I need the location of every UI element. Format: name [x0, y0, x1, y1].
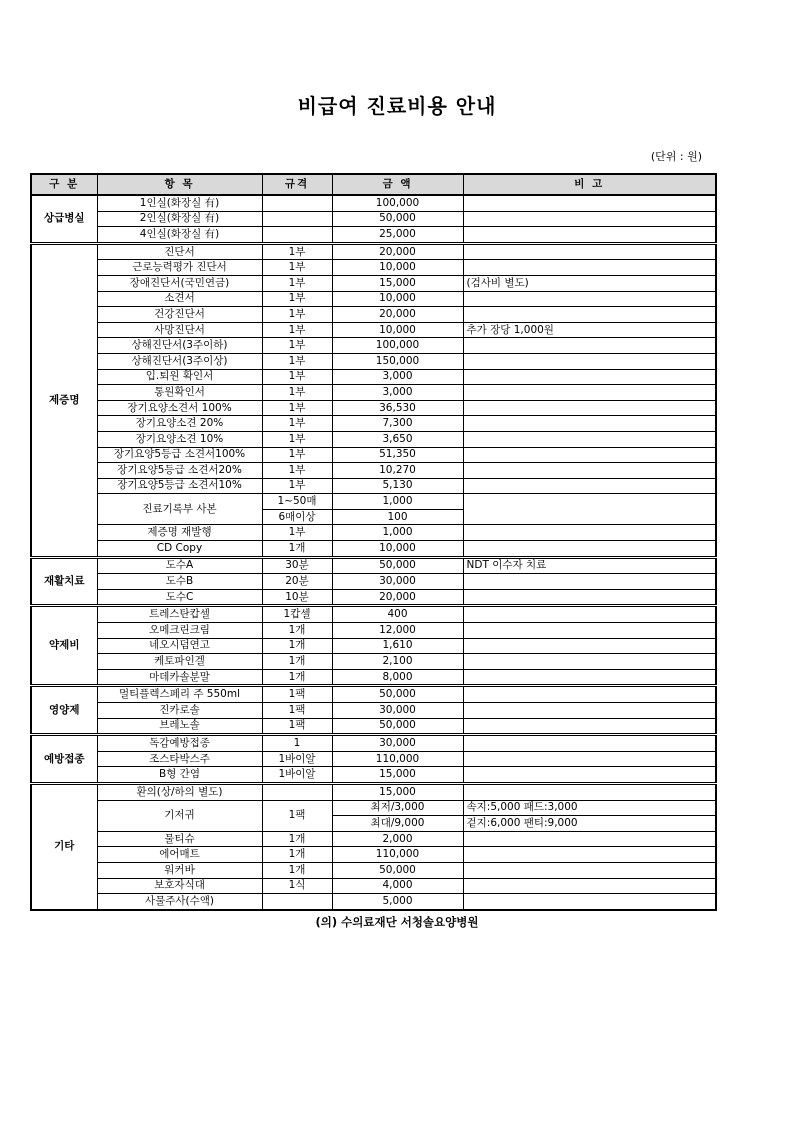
- table-row: [31, 669, 716, 686]
- category-cell: 예방접종: [31, 735, 97, 784]
- row-note: [463, 751, 716, 767]
- row-item: 진카로솔: [97, 703, 262, 719]
- table-row: [31, 783, 716, 800]
- row-spec: 1개: [262, 638, 332, 654]
- row-amount: 3,650: [332, 431, 463, 447]
- row-spec: 1개: [262, 654, 332, 670]
- category-cell: 기타: [31, 783, 97, 909]
- row-amount: 20,000: [332, 589, 463, 606]
- row-note: [463, 654, 716, 670]
- row-amount: 100,000: [332, 195, 463, 211]
- row-note: [463, 353, 716, 369]
- row-amount: 2,000: [332, 831, 463, 847]
- row-item: 진단서: [97, 243, 262, 260]
- row-spec: 1부: [262, 385, 332, 401]
- row-amount: 30,000: [332, 735, 463, 752]
- group-2: [31, 557, 716, 606]
- row-note: NDT 이수자 치료: [463, 557, 716, 574]
- row-spec: 1부: [262, 478, 332, 494]
- row-item: 장기요양5등급 소견서10%: [97, 478, 262, 494]
- row-item: 오메크린크림: [97, 623, 262, 639]
- row-note: [463, 862, 716, 878]
- row-item: 마데카솔분말: [97, 669, 262, 686]
- row-amount: 10,000: [332, 291, 463, 307]
- row-spec: 1부: [262, 447, 332, 463]
- row-amount: 20,000: [332, 307, 463, 323]
- row-spec: [262, 783, 332, 800]
- row-item: 조스타박스주: [97, 751, 262, 767]
- row-amount: 36,530: [332, 400, 463, 416]
- category-cell: 약제비: [31, 606, 97, 686]
- row-item: 상해진단서(3주이상): [97, 353, 262, 369]
- row-spec: 1바이알: [262, 751, 332, 767]
- table-row: [31, 541, 716, 558]
- row-note: [463, 574, 716, 590]
- row-note: (검사비 별도): [463, 275, 716, 291]
- group-4: [31, 686, 716, 735]
- category-cell: 영양제: [31, 686, 97, 735]
- table-row: [31, 735, 716, 752]
- row-item: 소견서: [97, 291, 262, 307]
- table-row: [31, 227, 716, 244]
- row-amount: 110,000: [332, 847, 463, 863]
- row-item: 근로능력평가 진단서: [97, 260, 262, 276]
- row-item: 브레노솔: [97, 718, 262, 735]
- table-row: [31, 494, 716, 510]
- row-spec: 1부: [262, 463, 332, 479]
- row-spec: 1부: [262, 338, 332, 354]
- group-6: [31, 783, 716, 909]
- row-item: 멀티플렉스페리 주 550ml: [97, 686, 262, 703]
- row-spec: 20분: [262, 574, 332, 590]
- row-note: 추가 장당 1,000원: [463, 322, 716, 338]
- row-amount: 50,000: [332, 718, 463, 735]
- row-item: 1인실(화장실 有): [97, 195, 262, 211]
- row-spec: 1바이알: [262, 767, 332, 784]
- table-row: [31, 322, 716, 338]
- row-note: [463, 385, 716, 401]
- table-row: [31, 800, 716, 816]
- row-amount: 3,000: [332, 385, 463, 401]
- table-row: [31, 416, 716, 432]
- row-spec: 1부: [262, 275, 332, 291]
- row-item: 장기요양5등급 소견서100%: [97, 447, 262, 463]
- diaper-note-1: 속지:5,000 패드:3,000: [463, 800, 716, 816]
- row-amount: 50,000: [332, 862, 463, 878]
- row-spec: 1부: [262, 260, 332, 276]
- table-row: [31, 703, 716, 719]
- row-note: [463, 735, 716, 752]
- row-spec: 1식: [262, 878, 332, 894]
- row-note: [463, 847, 716, 863]
- copy-amount-2: 100: [332, 509, 463, 525]
- row-spec: 1부: [262, 243, 332, 260]
- row-item: 입.퇴원 확인서: [97, 369, 262, 385]
- row-note: [463, 878, 716, 894]
- row-amount: 10,000: [332, 541, 463, 558]
- row-note: [463, 195, 716, 211]
- row-item: 도수C: [97, 589, 262, 606]
- row-item: 통원확인서: [97, 385, 262, 401]
- row-amount: 1,610: [332, 638, 463, 654]
- row-spec: 30분: [262, 557, 332, 574]
- row-note: [463, 783, 716, 800]
- table-row: [31, 385, 716, 401]
- table-row: [31, 353, 716, 369]
- row-note: [463, 703, 716, 719]
- row-amount: 12,000: [332, 623, 463, 639]
- row-item: 도수A: [97, 557, 262, 574]
- row-amount: 15,000: [332, 767, 463, 784]
- table-row: [31, 211, 716, 227]
- row-amount: 50,000: [332, 211, 463, 227]
- row-note: [463, 478, 716, 494]
- row-amount: 4,000: [332, 878, 463, 894]
- row-item: 사물주사(수액): [97, 894, 262, 910]
- table-row: [31, 557, 716, 574]
- category-cell: 재활치료: [31, 557, 97, 606]
- row-note: [463, 767, 716, 784]
- table-row: [31, 878, 716, 894]
- row-spec: 1: [262, 735, 332, 752]
- row-note: [463, 463, 716, 479]
- row-amount: 50,000: [332, 557, 463, 574]
- table-row: [31, 638, 716, 654]
- row-spec: 1부: [262, 369, 332, 385]
- copy-amount-1: 1,000: [332, 494, 463, 510]
- row-spec: 1팩: [262, 703, 332, 719]
- row-spec: 1개: [262, 541, 332, 558]
- diaper-amount-max: 최대/9,000: [332, 816, 463, 832]
- table-row: [31, 195, 716, 211]
- row-spec: 1부: [262, 400, 332, 416]
- row-spec: 1부: [262, 307, 332, 323]
- row-note: [463, 260, 716, 276]
- row-note: [463, 638, 716, 654]
- table-row: [31, 478, 716, 494]
- category-cell: 상급병실: [31, 195, 97, 243]
- row-item: 워커바: [97, 862, 262, 878]
- row-note: [463, 541, 716, 558]
- header-item: 항 목: [97, 174, 262, 195]
- table-row: [31, 654, 716, 670]
- row-item: CD Copy: [97, 541, 262, 558]
- row-note: [463, 291, 716, 307]
- diaper-amount-min: 최저/3,000: [332, 800, 463, 816]
- copy-spec-2: 6매이상: [262, 509, 332, 525]
- row-item: 상해진단서(3주이하): [97, 338, 262, 354]
- row-note: [463, 338, 716, 354]
- header-category: 구 분: [31, 174, 97, 195]
- row-spec: 1개: [262, 669, 332, 686]
- row-item: 에어매트: [97, 847, 262, 863]
- row-spec: 1개: [262, 623, 332, 639]
- row-amount: 110,000: [332, 751, 463, 767]
- row-spec: 1부: [262, 291, 332, 307]
- table-row: [31, 606, 716, 623]
- row-item: 트레스탄캅셀: [97, 606, 262, 623]
- row-note: [463, 525, 716, 541]
- row-spec: 1캅셀: [262, 606, 332, 623]
- table-row: [31, 525, 716, 541]
- row-note: [463, 211, 716, 227]
- row-item: 사망진단서: [97, 322, 262, 338]
- row-note: [463, 227, 716, 244]
- row-item: 케토파인겔: [97, 654, 262, 670]
- row-item: 장기요양소견 10%: [97, 431, 262, 447]
- table-row: [31, 307, 716, 323]
- group-1: [31, 243, 716, 557]
- row-item: 환의(상/하의 별도): [97, 783, 262, 800]
- header-spec: 규격: [262, 174, 332, 195]
- header-note: 비 고: [463, 174, 716, 195]
- table-row: [31, 847, 716, 863]
- header-amount: 금 액: [332, 174, 463, 195]
- copy-item: 진료기록부 사본: [97, 494, 262, 525]
- row-note: [463, 894, 716, 910]
- row-amount: 400: [332, 606, 463, 623]
- table-row: [31, 831, 716, 847]
- row-amount: 30,000: [332, 574, 463, 590]
- table-row: [31, 400, 716, 416]
- row-spec: [262, 894, 332, 910]
- row-amount: 15,000: [332, 783, 463, 800]
- diaper-note-2: 겉지:6,000 팬티:9,000: [463, 816, 716, 832]
- row-spec: 1부: [262, 431, 332, 447]
- row-amount: 51,350: [332, 447, 463, 463]
- table-row: [31, 243, 716, 260]
- row-spec: 1팩: [262, 718, 332, 735]
- row-note: [463, 243, 716, 260]
- row-spec: 10분: [262, 589, 332, 606]
- row-spec: 1부: [262, 353, 332, 369]
- row-note: [463, 431, 716, 447]
- row-item: 장기요양소견서 100%: [97, 400, 262, 416]
- group-0: [31, 195, 716, 243]
- page-title: 비급여 진료비용 안내: [297, 94, 497, 118]
- row-amount: 8,000: [332, 669, 463, 686]
- table-header: [31, 174, 716, 195]
- row-amount: 7,300: [332, 416, 463, 432]
- row-note: [463, 686, 716, 703]
- row-spec: 1부: [262, 525, 332, 541]
- table-row: [31, 894, 716, 910]
- row-note: [463, 718, 716, 735]
- row-item: 보호자식대: [97, 878, 262, 894]
- row-amount: 100,000: [332, 338, 463, 354]
- row-note: [463, 606, 716, 623]
- row-spec: 1부: [262, 322, 332, 338]
- row-item: 장애진단서(국민연금): [97, 275, 262, 291]
- copy-note: [463, 494, 716, 525]
- table-row: [31, 338, 716, 354]
- group-5: [31, 735, 716, 784]
- row-note: [463, 447, 716, 463]
- row-amount: 3,000: [332, 369, 463, 385]
- row-note: [463, 369, 716, 385]
- row-spec: 1팩: [262, 686, 332, 703]
- table-row: [31, 463, 716, 479]
- row-note: [463, 831, 716, 847]
- row-amount: 5,130: [332, 478, 463, 494]
- row-item: 독감예방접종: [97, 735, 262, 752]
- category-cell: 제증명: [31, 243, 97, 557]
- table-row: [31, 275, 716, 291]
- hospital-name: (의) 수의료재단 서청솔요양병원: [315, 915, 479, 929]
- row-spec: 1부: [262, 416, 332, 432]
- diaper-item: 기저귀: [97, 800, 262, 831]
- table-row: [31, 862, 716, 878]
- row-amount: 10,000: [332, 260, 463, 276]
- row-note: [463, 416, 716, 432]
- table-row: [31, 767, 716, 784]
- table-row: [31, 718, 716, 735]
- row-spec: 1개: [262, 862, 332, 878]
- group-3: [31, 606, 716, 686]
- row-item: 네오시덤연고: [97, 638, 262, 654]
- row-item: 2인실(화장실 有): [97, 211, 262, 227]
- row-amount: 10,000: [332, 322, 463, 338]
- row-note: [463, 623, 716, 639]
- table-row: [31, 260, 716, 276]
- row-spec: 1개: [262, 847, 332, 863]
- diaper-spec: 1팩: [262, 800, 332, 831]
- row-item: 물티슈: [97, 831, 262, 847]
- row-amount: 30,000: [332, 703, 463, 719]
- row-note: [463, 669, 716, 686]
- row-note: [463, 400, 716, 416]
- row-item: 장기요양5등급 소견서20%: [97, 463, 262, 479]
- table-row: [31, 447, 716, 463]
- row-amount: 20,000: [332, 243, 463, 260]
- row-spec: [262, 211, 332, 227]
- row-amount: 150,000: [332, 353, 463, 369]
- row-amount: 50,000: [332, 686, 463, 703]
- table-row: [31, 589, 716, 606]
- row-amount: 1,000: [332, 525, 463, 541]
- row-amount: 10,270: [332, 463, 463, 479]
- table-row: [31, 291, 716, 307]
- table-row: [31, 686, 716, 703]
- unit-note: (단위 : 원): [650, 150, 702, 163]
- table-row: [31, 574, 716, 590]
- row-item: 4인실(화장실 有): [97, 227, 262, 244]
- row-item: 제증명 재발행: [97, 525, 262, 541]
- table-row: [31, 431, 716, 447]
- table-row: [31, 369, 716, 385]
- row-amount: 25,000: [332, 227, 463, 244]
- row-spec: [262, 227, 332, 244]
- row-spec: [262, 195, 332, 211]
- row-spec: 1개: [262, 831, 332, 847]
- row-amount: 5,000: [332, 894, 463, 910]
- copy-spec-1: 1~50매: [262, 494, 332, 510]
- row-item: 건강진단서: [97, 307, 262, 323]
- row-amount: 2,100: [332, 654, 463, 670]
- row-amount: 15,000: [332, 275, 463, 291]
- table-row: [31, 623, 716, 639]
- row-note: [463, 589, 716, 606]
- row-note: [463, 307, 716, 323]
- row-item: B형 간염: [97, 767, 262, 784]
- row-item: 장기요양소견 20%: [97, 416, 262, 432]
- table-row: [31, 751, 716, 767]
- fee-table: [30, 173, 717, 911]
- row-item: 도수B: [97, 574, 262, 590]
